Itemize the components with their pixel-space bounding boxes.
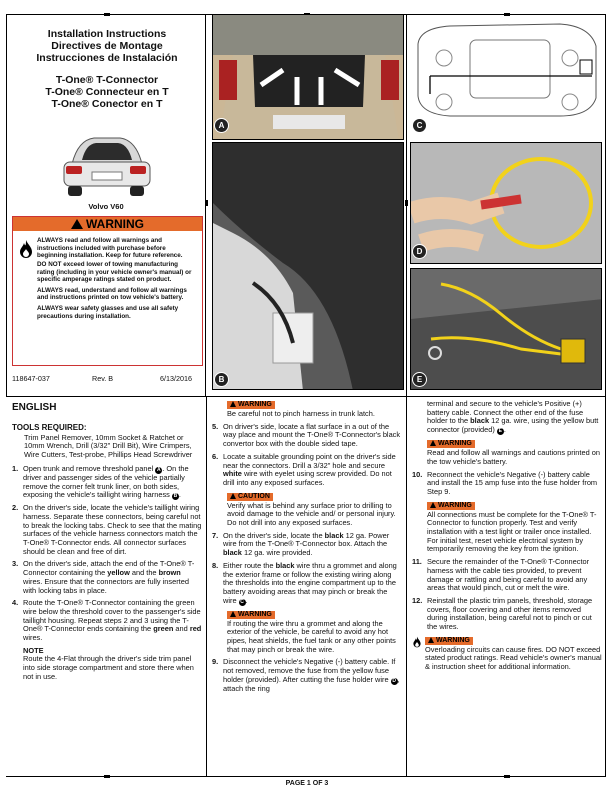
photo-d [410, 142, 602, 264]
photo-ref-icon: C [240, 598, 244, 605]
note-text: Route the 4-Flat through the driver's side trim panel into side storage compartment and store there when not in use. [23, 654, 194, 681]
note [12, 647, 202, 682]
photo-c-diagram [410, 16, 602, 138]
step-10: 10. Reconnect the vehicle's Negative (-) battery cable and install the 15 amp fuse into the fuse holder from Step 9. [412, 469, 598, 496]
product-es: T-One® Conector en T [51, 98, 163, 110]
step-12: 12. Reinstall the plastic trim panels, threshold, storage covers, floor covering and other items removed during installation, being careful not to pinch or cut the wires. [412, 595, 593, 632]
date: 6/13/2016 [160, 374, 192, 383]
step-3: 3. On the driver's side, attach the end of the T-One® T-Connector containing the yellow and the brown wires. Ensure that the connectors are fully inserted with locking tabs in place. [12, 559, 195, 595]
photo-e [410, 268, 602, 390]
warning-label: WARNING [227, 401, 275, 409]
language-heading: ENGLISH [12, 402, 57, 413]
warning-label: WARNING [227, 611, 275, 619]
photo-badge-d: D [412, 244, 427, 259]
warning-2: WARNING If routing the wire thru a grommet and along the exterior of the vehicle, be careful to avoid any hot pipes, heat shields, the fuel tank or any other points that may pinch or break the wire. [227, 610, 396, 654]
step-4: 4. Route the T-One® T-Connector containing the green wire below the threshold cover to the passenger's side taillight housing. Repeat steps 2 and 3 using the T-One® T-Connector ends containing the green and red wires. [12, 598, 202, 643]
warning-triangle-icon [430, 440, 436, 446]
photo-a [212, 14, 404, 140]
col-divider-1 [206, 396, 207, 776]
vehicle-caption: Volvo V60 [88, 202, 124, 211]
photo-badge-b: B [214, 372, 229, 387]
warning-triangle-icon [428, 637, 434, 643]
step-8: 8. Either route the black wire thru a grommet and along the exterior frame or follow the existing wiring along the thresholds into the engine compartment up to the battery avoiding areas that may pinch or break the wire C . [212, 560, 397, 605]
warning-triangle-icon [71, 219, 83, 229]
col-divider-2 [406, 14, 407, 776]
warning-label: WARNING [427, 502, 475, 510]
caution-label: CAUTION [227, 493, 273, 501]
warning-box-title: WARNING [13, 217, 202, 231]
warning-box-text: DO NOT exceed lower of towing manufacturing rating (including in your vehicle owner's manual) or specific amperage ratings stated on product. ALWAYS read, understand and follow all warnings and instructions printed on tow vehicle's battery. ALWAYS wear safety glasses and use all safety precautions during installation. [37, 261, 192, 320]
title-es: Instrucciones de Instalación [36, 52, 178, 64]
warning-label: WARNING [427, 440, 475, 448]
warning-triangle-icon [430, 502, 436, 508]
middle-rule [6, 396, 606, 397]
fire-icon [18, 239, 34, 259]
step-2: 2. On the driver's side, locate the vehicle's taillight wiring harness. Separate these connectors, being careful not to break the locking tabs. Check to see that the mating surfaces of the vehicle harness connectors match the T-One® T-Connector ends. All connector surfaces should be clean and free of dirt. [12, 503, 202, 556]
warning-4: WARNING All connections must be complete for the T-One® T-Connector to function properly. Test and verify installation with a test light or trailer once installed. For initial test, reset vehicle electrical system by temporarily removing the key from the ignition. [427, 501, 597, 554]
photo-ref-icon: B [173, 493, 178, 500]
photo-ref-icon: E [498, 428, 503, 435]
photo-ref-icon: A [156, 466, 161, 473]
right-border [605, 14, 606, 776]
mark [104, 775, 110, 778]
column-3 [412, 400, 602, 672]
photo-b [212, 142, 404, 390]
warning-triangle-icon [230, 401, 236, 407]
photo-badge-a: A [214, 118, 229, 133]
warning-1: WARNING Be careful not to pinch harness in trunk latch. [227, 401, 375, 418]
mark [104, 13, 110, 16]
step-11: 11. Secure the remainder of the T-One® T-Connector harness with the cable ties provided, to prevent damage or rattling and being careful to avoid any areas that would pinch, cut or melt the wire. [412, 557, 590, 593]
warning-5: WARNING Overloading circuits can cause fires. DO NOT exceed stated product ratings. Read vehicle's owner's manual & instruction sheet for additional information. [412, 636, 602, 672]
photo-ref-icon: D [392, 677, 396, 684]
note-heading: NOTE [23, 645, 44, 655]
photo-badge-e: E [412, 372, 427, 387]
warning-box [12, 216, 203, 366]
vehicle-image [58, 130, 154, 200]
fire-icon [412, 636, 425, 672]
bottom-rule [6, 776, 606, 777]
step-6: 6. Locate a suitable grounding point on the driver's side near the connectors. Drill a 3/32" hole and secure white wire with eyelet using screw provided. Do not drill into any exposed surfaces. [212, 451, 396, 487]
column-2 [212, 400, 402, 698]
warning-triangle-icon [230, 611, 236, 617]
warning-triangle-icon [230, 493, 236, 499]
revision: Rev. B [92, 374, 114, 383]
title-fr: Directives de Montage [51, 40, 163, 52]
step-7: 7. On the driver's side, locate the black 12 ga. Power wire from the T-One® T-Connector box. Attach the black 12 ga. wire provided. [212, 530, 390, 558]
part-number: 118647-037 [12, 374, 50, 383]
step-9: 9. Disconnect the vehicle's Negative (-) battery cable. If not removed, remove the fuse from the yellow fuse holder (provided). After cutting the fuse holder wire D , attach the ring [212, 657, 400, 693]
product-fr: T-One® Connecteur en T [45, 86, 169, 98]
step-5: 5. On driver's side, locate a flat surface in a out of the way place and mount the T-One® T-Connector's black convertor box with the double sided tape. [212, 421, 401, 449]
product-en: T-One® T-Connector [55, 74, 159, 86]
warning-box-text: ALWAYS read and follow all warnings and instructions included with purchase before beginning installation. Keep for future reference. [37, 237, 183, 260]
warning-3: WARNING Read and follow all warnings and cautions printed on the tow vehicle's battery. [427, 440, 600, 466]
step-9-continued: terminal and secure to the vehicle's Positive (+) battery cable. Connect the other end of the fuse holder to the black 12 ga. wire, using the yellow butt connector (provided) E . [427, 399, 599, 435]
title-en: Installation Instructions [47, 28, 167, 40]
step-1: 1. Open trunk and remove threshold panel A . On the driver and passenger sides of the vehicle partially remove the corner felt trunk liner, on both sides, exposing the vehicle's taillight wiring harness B . [12, 463, 189, 500]
photo-badge-c: C [412, 118, 427, 133]
mark [405, 200, 408, 206]
mark [504, 775, 510, 778]
column-1 [12, 402, 202, 682]
mark [205, 200, 208, 206]
page-number: PAGE 1 OF 3 [285, 780, 329, 787]
caution-1: CAUTION Verify what is behind any surface prior to drilling to avoid damage to the vehicle and/ or personal injury. Do not drill into any exposed surfaces. [227, 492, 396, 528]
warning-label: WARNING [425, 637, 473, 645]
tools-text: Trim Panel Remover, 10mm Socket & Ratchet or 10mm Wrench, Drill (3/32" Drill Bit), Wire Crimpers, Wire Cutters, Test-probe, Phillips Head Screwdriver [24, 432, 193, 460]
tools-heading: TOOLS REQUIRED: [12, 423, 87, 432]
